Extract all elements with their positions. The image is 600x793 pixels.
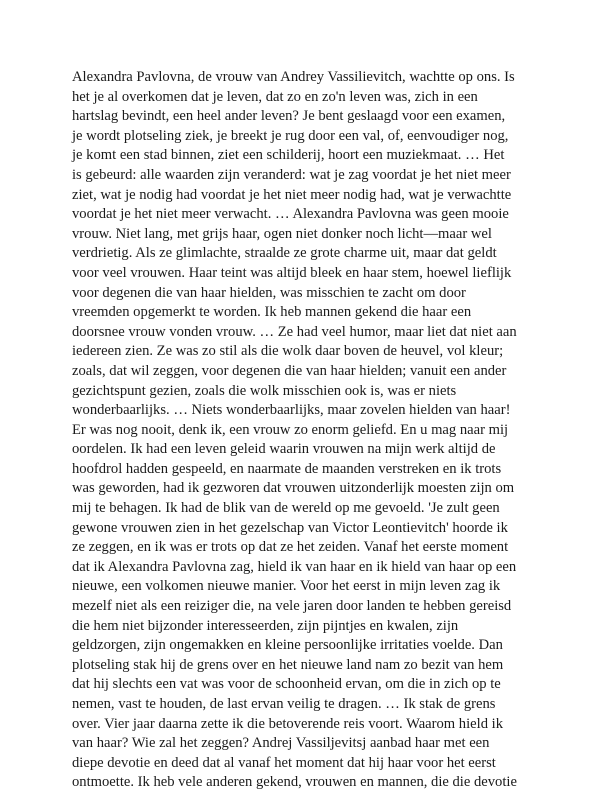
text-line: van haar? Wie zal het zeggen? Andrej Vassiljevitsj aanbad haar met een xyxy=(72,735,490,752)
text-line: mezelf niet als een reiziger die, na vele jaren door landen te hebben gereisd xyxy=(72,598,512,615)
text-line: voor veel vrouwen. Haar teint was altijd bleek en haar stem, hoewel lieflijk xyxy=(72,264,512,281)
text-line: doorsnee vrouw vonden vrouw. … Ze had veel humor, maar liet dat niet aan xyxy=(72,323,517,340)
text-line: ontmoette. Ik heb vele anderen gekend, vrouwen en mannen, die die devotie xyxy=(72,774,517,791)
text-line: vrouw. Niet lang, met grijs haar, ogen niet donker noch licht—maar wel xyxy=(72,225,492,242)
text-line: dat ik Alexandra Pavlovna zag, hield ik van haar en ik hield van haar op een xyxy=(72,558,517,575)
text-line: diepe devotie en deed dat al vanaf het moment dat hij haar voor het eerst xyxy=(72,754,496,771)
text-line: Er was nog nooit, denk ik, een vrouw zo enorm geliefd. En u mag naar mij xyxy=(72,421,509,438)
body-text xyxy=(72,68,532,793)
text-line: ziet, wat je nodig had voordat je het niet meer nodig had, wat je verwachtte xyxy=(72,186,512,203)
text-line: Alexandra Pavlovna, de vrouw van Andrey Vassilievitch, wachtte op ons. Is xyxy=(72,69,515,85)
text-line: over. Vier jaar daarna zette ik die betoverende reis voort. Waarom hield ik xyxy=(72,715,503,732)
text-line: plotseling stak hij de grens over en het nieuwe land nam zo bezit van hem xyxy=(72,656,504,673)
text-line: die hem niet bijzonder interesseerden, zijn pijntjes en kwalen, zijn xyxy=(72,617,459,634)
text-line: wonderbaarlijks. … Niets wonderbaarlijks, maar zovelen hielden van haar! xyxy=(72,402,511,419)
text-line: is gebeurd: alle waarden zijn veranderd: wat je zag voordat je het niet meer xyxy=(72,166,511,183)
text-line: geldzorgen, zijn ongemakken en kleine persoonlijke irritaties voelde. Dan xyxy=(72,637,503,654)
text-line: verdrietig. Als ze glimlachte, straalde ze grote charme uit, maar dat geldt xyxy=(72,245,497,262)
text-line: nieuwe, een volkomen nieuwe manier. Voor het eerst in mijn leven zag ik xyxy=(72,578,501,595)
text-line: dat hij slechts een vat was voor de schoonheid ervan, om die in zich op te xyxy=(72,676,501,693)
text-line: je wordt plotseling ziek, je breekt je rug door een val, of, eenvoudiger nog, xyxy=(72,127,509,144)
text-line: voordat je het niet meer verwacht. … Alexandra Pavlovna was geen mooie xyxy=(72,206,509,223)
text-line: het je al overkomen dat je leven, dat zo en zo'n leven was, zich in een xyxy=(72,88,478,105)
text-line: was geworden, had ik gezworen dat vrouwen uitzonderlijk moesten zijn om xyxy=(72,480,515,497)
text-line: vreemden opgemerkt te worden. Ik heb mannen gekend die haar een xyxy=(72,304,472,321)
text-line: zoals, dat wil zeggen, voor degenen die van haar hielden; vanuit een ander xyxy=(72,362,507,379)
text-line: oordelen. Ik had een leven geleid waarin vrouwen na mijn werk altijd de xyxy=(72,441,496,458)
text-line: hoofdrol hadden gespeeld, en naarmate de maanden verstreken en ik trots xyxy=(72,460,502,477)
text-line: nemen, vast te houden, de last ervan veilig te dragen. … Ik stak de grens xyxy=(72,696,496,712)
text-line: mij te behagen. Ik had de blik van de wereld op me gevoeld. 'Je zult geen xyxy=(72,500,500,517)
text-line: gewone vrouwen zien in het gezelschap van Victor Leontievitch' hoorde ik xyxy=(72,519,508,536)
text-line: gezichtspunt gezien, zoals die wolk misschien ook is, was er niets xyxy=(72,382,457,399)
text-line: je komt een stad binnen, ziet een schilderij, hoort een muziekmaat. … Het xyxy=(72,147,505,164)
text-line: iedereen zien. Ze was zo stil als die wolk daar boven de heuvel, vol kleur; xyxy=(72,343,504,360)
text-line: ze zeggen, en ik was er trots op dat ze het zeiden. Vanaf het eerste moment xyxy=(72,539,509,556)
text-line: voor degenen die van haar hielden, was misschien te zacht om door xyxy=(72,284,466,301)
text-line: hartslag bevindt, een heel ander leven? Je bent geslaagd voor een examen, xyxy=(72,108,506,125)
